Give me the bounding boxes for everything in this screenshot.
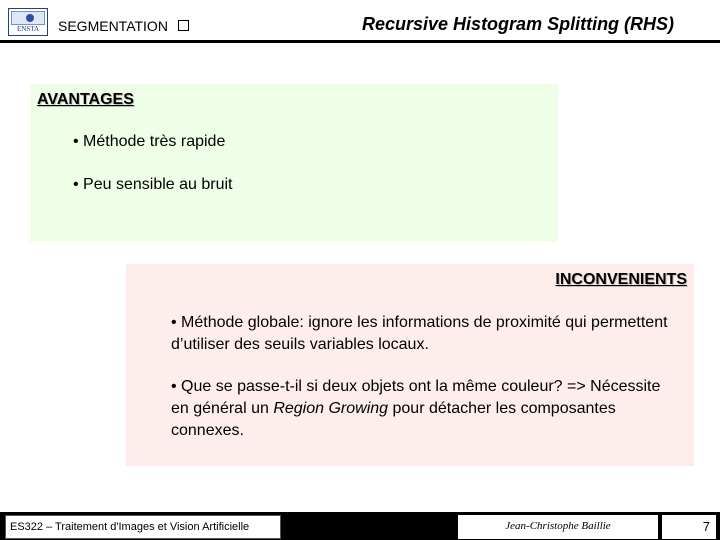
section-label: SEGMENTATION bbox=[58, 18, 168, 34]
inconvenients-heading: INCONVENIENTS bbox=[555, 271, 687, 288]
checkbox-icon bbox=[178, 20, 189, 31]
advantages-heading: AVANTAGES bbox=[37, 91, 134, 108]
inconvenient-item: • Méthode globale: ignore les informations de proximité qui permettent d’utiliser des seuils variables locaux. bbox=[171, 314, 668, 353]
advantage-item: • Peu sensible au bruit bbox=[73, 176, 233, 193]
page-number: 7 bbox=[662, 515, 716, 539]
inconvenient-item bbox=[171, 376, 671, 442]
advantage-item: • Méthode très rapide bbox=[73, 133, 226, 150]
ensta-logo bbox=[8, 8, 48, 36]
globe-icon bbox=[11, 11, 45, 25]
inconvenient-text: • Que se passe-t-il si deux objets ont la même couleur? => Nécessite en général un bbox=[171, 378, 661, 417]
footer-course: ES322 – Traitement d'Images et Vision Artificielle bbox=[5, 515, 281, 539]
logo-text: ENSTA bbox=[17, 25, 39, 33]
slide-title: Recursive Histogram Splitting (RHS) bbox=[362, 14, 675, 34]
region-growing-term: Region Growing bbox=[273, 400, 389, 417]
footer-author: Jean-Christophe Baillie bbox=[458, 515, 658, 539]
header-divider bbox=[0, 40, 720, 43]
inconvenient-text: pour détacher les composantes connexes. bbox=[171, 400, 616, 439]
